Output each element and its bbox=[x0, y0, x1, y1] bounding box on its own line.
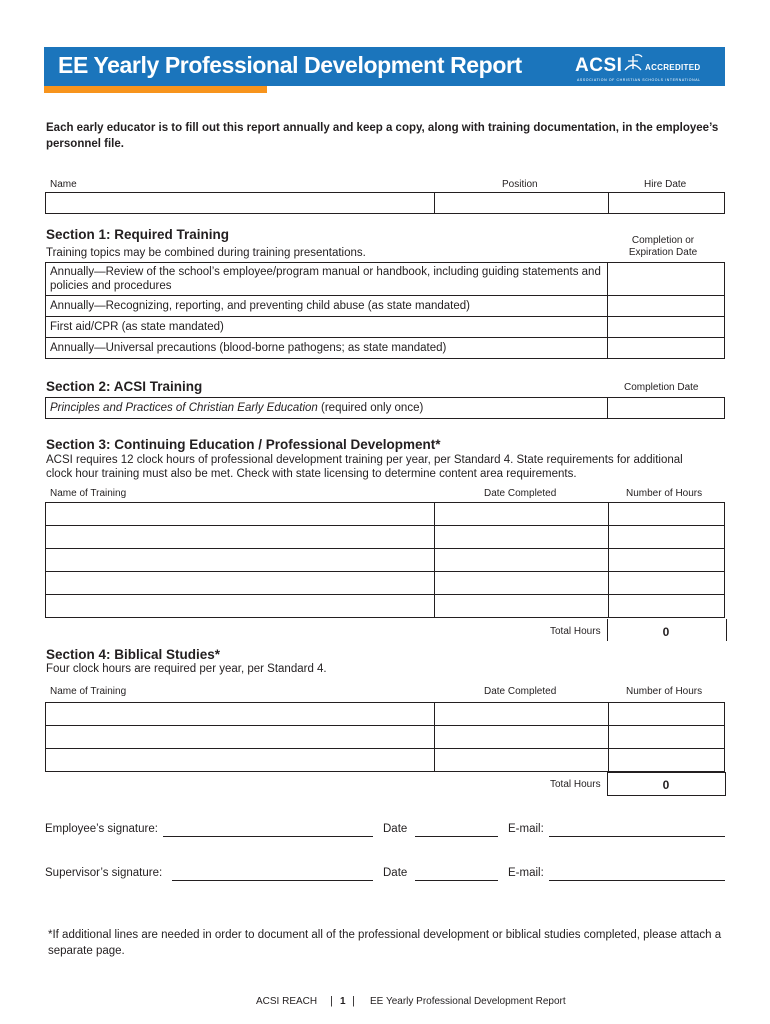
supervisor-signature-label: Supervisor’s signature: bbox=[45, 867, 163, 879]
section1-subtitle: Training topics may be combined during training presentations. bbox=[46, 247, 366, 259]
page-title: EE Yearly Professional Development Report bbox=[58, 52, 522, 78]
employee-date-label: Date bbox=[383, 823, 408, 835]
date-completed-field[interactable] bbox=[435, 703, 609, 726]
footnote: *If additional lines are needed in order to document all of the professional development or biblical studies completed, please attach a separate page. bbox=[48, 929, 722, 957]
completion-date-field[interactable] bbox=[608, 398, 725, 419]
training-name-field[interactable] bbox=[46, 503, 435, 526]
date-completed-field[interactable] bbox=[435, 726, 609, 749]
employee-info-table bbox=[45, 192, 725, 214]
accredited-badge: ACCREDITED bbox=[645, 63, 701, 72]
section1-date-label: Completion or Expiration Date bbox=[628, 235, 698, 258]
hours-field[interactable] bbox=[609, 703, 725, 726]
hire-date-field[interactable] bbox=[609, 193, 725, 214]
hours-field[interactable] bbox=[609, 595, 725, 618]
footer-divider-left: | bbox=[330, 995, 333, 1007]
section3-name-label: Name of Training bbox=[50, 488, 127, 499]
training-name-field[interactable] bbox=[46, 595, 435, 618]
supervisor-date-label: Date bbox=[383, 867, 408, 879]
date-completed-field[interactable] bbox=[435, 749, 609, 772]
section3-subtitle: ACSI requires 12 clock hours of professional development training per year, per Standard 4. State requirements for additional clock hour training must also be met. Check with state licensing to determine content area requirements. bbox=[46, 454, 683, 480]
training-row-handbook: Annually—Review of the school’s employee/program manual or handbook, including guiding statements and policies and procedures bbox=[46, 263, 608, 296]
date-completed-field[interactable] bbox=[435, 595, 609, 618]
training-name-field[interactable] bbox=[46, 549, 435, 572]
hours-field[interactable] bbox=[609, 503, 725, 526]
section4-total-label: Total Hours bbox=[550, 779, 601, 790]
hours-field[interactable] bbox=[609, 549, 725, 572]
completion-date-field[interactable] bbox=[608, 338, 725, 359]
employee-email-label: E-mail: bbox=[508, 823, 544, 835]
section3-total-label: Total Hours bbox=[550, 626, 601, 637]
completion-date-field[interactable] bbox=[608, 317, 725, 338]
section1-title: Section 1: Required Training bbox=[46, 227, 230, 242]
training-name-field[interactable] bbox=[46, 749, 435, 772]
acsi-logo: ACSI bbox=[575, 55, 623, 76]
required-training-table bbox=[45, 262, 725, 359]
date-completed-field[interactable] bbox=[435, 503, 609, 526]
page-number: 1 bbox=[340, 996, 346, 1007]
employee-signature-line[interactable] bbox=[163, 836, 373, 837]
footer-right: EE Yearly Professional Development Report bbox=[370, 996, 566, 1007]
training-name-field[interactable] bbox=[46, 726, 435, 749]
section2-date-label: Completion Date bbox=[624, 382, 699, 393]
hire-date-label: Hire Date bbox=[644, 179, 687, 190]
training-row-precautions: Annually—Universal precautions (blood-borne pathogens; as state mandated) bbox=[46, 338, 608, 359]
training-row-first-aid: First aid/CPR (as state mandated) bbox=[46, 317, 608, 338]
section3-title: Section 3: Continuing Education / Professional Development* bbox=[46, 437, 441, 452]
acsi-training-table bbox=[45, 397, 725, 419]
acsi-course-name: Principles and Practices of Christian Early Education bbox=[50, 402, 318, 414]
supervisor-email-label: E-mail: bbox=[508, 867, 544, 879]
date-completed-field[interactable] bbox=[435, 572, 609, 595]
supervisor-date-line[interactable] bbox=[415, 880, 498, 881]
section3-date-label: Date Completed bbox=[484, 488, 557, 499]
supervisor-email-line[interactable] bbox=[549, 880, 725, 881]
section4-total-value: 0 bbox=[662, 778, 670, 792]
hours-field[interactable] bbox=[609, 572, 725, 595]
hours-field[interactable] bbox=[609, 526, 725, 549]
logo-tagline: ASSOCIATION OF CHRISTIAN SCHOOLS INTERNATIONAL bbox=[577, 78, 701, 82]
intro-text: Each early educator is to fill out this report annually and keep a copy, along with training documentation, in the employee’s personnel file. bbox=[46, 122, 719, 150]
training-name-field[interactable] bbox=[46, 526, 435, 549]
section4-date-label: Date Completed bbox=[484, 686, 557, 697]
section3-total-value: 0 bbox=[662, 625, 670, 639]
employee-email-line[interactable] bbox=[549, 836, 725, 837]
position-label: Position bbox=[502, 179, 538, 190]
employee-signature-label: Employee’s signature: bbox=[45, 823, 158, 835]
section3-hours-label: Number of Hours bbox=[626, 488, 703, 499]
hours-field[interactable] bbox=[609, 726, 725, 749]
training-name-field[interactable] bbox=[46, 703, 435, 726]
training-name-field[interactable] bbox=[46, 572, 435, 595]
continuing-education-table bbox=[45, 502, 725, 618]
supervisor-signature-line[interactable] bbox=[172, 880, 373, 881]
completion-date-field[interactable] bbox=[608, 296, 725, 317]
date-completed-field[interactable] bbox=[435, 526, 609, 549]
acsi-emblem-icon bbox=[622, 52, 644, 74]
name-field[interactable] bbox=[46, 193, 435, 214]
biblical-studies-table bbox=[45, 702, 725, 772]
date-completed-field[interactable] bbox=[435, 549, 609, 572]
footer-divider-right: | bbox=[352, 995, 355, 1007]
employee-date-line[interactable] bbox=[415, 836, 498, 837]
section4-hours-label: Number of Hours bbox=[626, 686, 703, 697]
acsi-training-row bbox=[46, 398, 608, 419]
acsi-course-note: (required only once) bbox=[317, 402, 424, 414]
accent-bar bbox=[44, 86, 267, 93]
section4-title: Section 4: Biblical Studies* bbox=[46, 647, 221, 662]
section2-title: Section 2: ACSI Training bbox=[46, 379, 203, 394]
position-field[interactable] bbox=[435, 193, 609, 214]
section4-subtitle: Four clock hours are required per year, per Standard 4. bbox=[46, 663, 327, 675]
footer-left: ACSI REACH bbox=[256, 996, 318, 1007]
completion-date-field[interactable] bbox=[608, 263, 725, 296]
name-label: Name bbox=[50, 179, 77, 190]
hours-field[interactable] bbox=[609, 749, 725, 772]
training-row-child-abuse: Annually—Recognizing, reporting, and preventing child abuse (as state mandated) bbox=[46, 296, 608, 317]
section4-name-label: Name of Training bbox=[50, 686, 127, 697]
